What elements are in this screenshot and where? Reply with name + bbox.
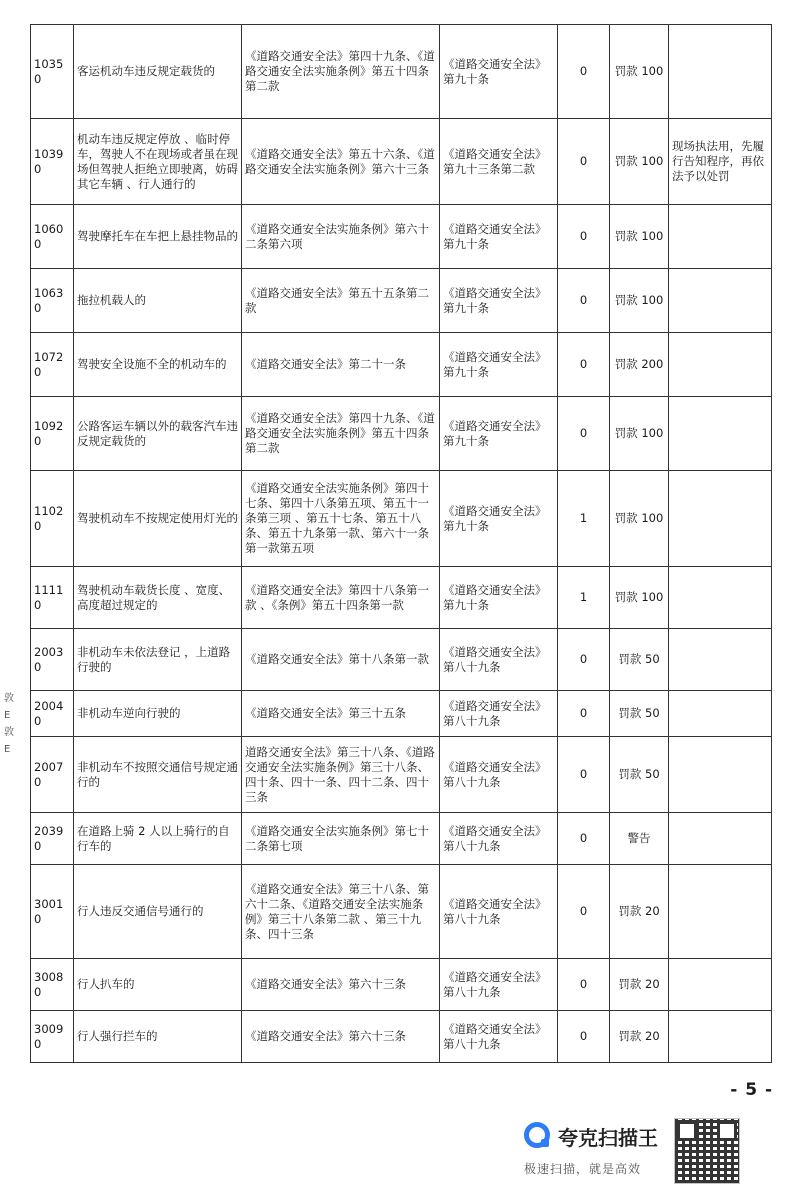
violation-behavior-cell: 非机动车不按照交通信号规定通行的 [74, 737, 242, 813]
penalty-amount-cell: 罚款 100 [610, 471, 669, 567]
legal-basis-cell: 《道路交通安全法》第六十三条 [242, 959, 440, 1011]
violation-code-cell: 20030 [31, 629, 74, 691]
remarks-cell [669, 567, 772, 629]
demerit-points-cell: 0 [558, 397, 610, 471]
table-row [31, 865, 772, 959]
demerit-points-cell: 0 [558, 119, 610, 205]
remarks-cell [669, 269, 772, 333]
penalty-basis-cell: 《道路交通安全法》第九十条 [440, 567, 558, 629]
edge-mark: 敦 [4, 727, 14, 738]
table-row [31, 119, 772, 205]
remarks-cell [669, 629, 772, 691]
demerit-points-cell: 0 [558, 737, 610, 813]
penalty-basis-cell: 《道路交通安全法》第九十条 [440, 471, 558, 567]
violation-behavior-cell: 机动车违反规定停放 、临时停车，驾驶人不在现场或者虽在现场但驾驶人拒绝立即驶离，妨碍其它车辆 、行人通行的 [74, 119, 242, 205]
edge-mark: E [4, 710, 11, 721]
penalty-basis-cell: 《道路交通安全法》第九十条 [440, 397, 558, 471]
violation-code-cell: 10630 [31, 269, 74, 333]
legal-basis-cell: 《道路交通安全法实施条例》第四十七条、第四十八条第五项、第五十一条第三项 、第五十七条、第五十八条、第五十九条第一款、第六十一条第一款第五项 [242, 471, 440, 567]
penalty-basis-cell: 《道路交通安全法》第九十条 [440, 269, 558, 333]
penalty-basis-cell: 《道路交通安全法》第八十九条 [440, 737, 558, 813]
legal-basis-cell: 《道路交通安全法》第二十一条 [242, 333, 440, 397]
violation-code-cell: 11020 [31, 471, 74, 567]
violation-code-cell: 20390 [31, 813, 74, 865]
penalty-amount-cell: 罚款 50 [610, 737, 669, 813]
table-row [31, 959, 772, 1011]
penalty-amount-cell: 警告 [610, 813, 669, 865]
violation-code-cell: 10390 [31, 119, 74, 205]
violation-behavior-cell: 驾驶机动车载货长度 、宽度、高度超过规定的 [74, 567, 242, 629]
legal-basis-cell: 《道路交通安全法》第三十八条、第六十二条、《道路交通安全法实施条例》第三十八条第二款 、第三十九条、四十三条 [242, 865, 440, 959]
table-row [31, 471, 772, 567]
violation-behavior-cell: 驾驶安全设施不全的机动车的 [74, 333, 242, 397]
violation-behavior-cell: 非机动车未依法登记 ，上道路行驶的 [74, 629, 242, 691]
penalty-amount-cell: 罚款 100 [610, 205, 669, 269]
scanner-watermark [520, 1118, 765, 1184]
remarks-cell [669, 1011, 772, 1063]
remarks-cell [669, 813, 772, 865]
violation-behavior-cell: 非机动车逆向行驶的 [74, 691, 242, 737]
violation-behavior-cell: 行人强行拦车的 [74, 1011, 242, 1063]
penalty-amount-cell: 罚款 50 [610, 629, 669, 691]
remarks-cell [669, 691, 772, 737]
remarks-cell [669, 397, 772, 471]
violation-behavior-cell: 行人扒车的 [74, 959, 242, 1011]
violation-behavior-cell: 驾驶摩托车在车把上悬挂物品的 [74, 205, 242, 269]
violation-code-cell: 11110 [31, 567, 74, 629]
penalty-amount-cell: 罚款 20 [610, 959, 669, 1011]
remarks-cell [669, 471, 772, 567]
edge-mark: E [4, 744, 11, 755]
edge-mark: 敦 [4, 693, 14, 704]
penalty-basis-cell: 《道路交通安全法》第九十三条第二款 [440, 119, 558, 205]
violation-code-cell: 20070 [31, 737, 74, 813]
demerit-points-cell: 0 [558, 205, 610, 269]
penalty-amount-cell: 罚款 20 [610, 1011, 669, 1063]
watermark-slogan: 极速扫描，就是高效 [524, 1162, 642, 1176]
penalty-basis-cell: 《道路交通安全法》第八十九条 [440, 629, 558, 691]
remarks-cell [669, 865, 772, 959]
penalty-basis-cell: 《道路交通安全法》第八十九条 [440, 865, 558, 959]
traffic-violation-table [30, 24, 772, 1063]
legal-basis-cell: 《道路交通安全法》第四十九条、《道路交通安全法实施条例》第五十四条第二款 [242, 25, 440, 119]
table-row [31, 1011, 772, 1063]
quark-logo-icon [524, 1122, 550, 1148]
remarks-cell [669, 25, 772, 119]
table-row [31, 567, 772, 629]
penalty-basis-cell: 《道路交通安全法》第八十九条 [440, 1011, 558, 1063]
table-row [31, 25, 772, 119]
demerit-points-cell: 1 [558, 471, 610, 567]
violation-code-cell: 10600 [31, 205, 74, 269]
remarks-cell [669, 737, 772, 813]
legal-basis-cell: 《道路交通安全法》第四十九条、《道路交通安全法实施条例》第五十四条第二款 [242, 397, 440, 471]
violation-behavior-cell: 行人违反交通信号通行的 [74, 865, 242, 959]
violation-code-cell: 30080 [31, 959, 74, 1011]
legal-basis-cell: 《道路交通安全法》第五十六条、《道路交通安全法实施条例》第六十三条 [242, 119, 440, 205]
demerit-points-cell: 0 [558, 269, 610, 333]
table-row [31, 205, 772, 269]
demerit-points-cell: 0 [558, 629, 610, 691]
penalty-amount-cell: 罚款 20 [610, 865, 669, 959]
legal-basis-cell: 《道路交通安全法实施条例》第七十二条第七项 [242, 813, 440, 865]
penalty-basis-cell: 《道路交通安全法》第八十九条 [440, 959, 558, 1011]
binding-edge-marks [4, 690, 28, 758]
penalty-amount-cell: 罚款 100 [610, 567, 669, 629]
table-row [31, 737, 772, 813]
remarks-cell [669, 333, 772, 397]
legal-basis-cell: 《道路交通安全法》第四十八条第一款 、《条例》第五十四条第一款 [242, 567, 440, 629]
violation-behavior-cell: 拖拉机载人的 [74, 269, 242, 333]
legal-basis-cell: 《道路交通安全法》第五十五条第二款 [242, 269, 440, 333]
legal-basis-cell: 《道路交通安全法》第三十五条 [242, 691, 440, 737]
violation-behavior-cell: 在道路上骑 2 人以上骑行的自行车的 [74, 813, 242, 865]
penalty-amount-cell: 罚款 200 [610, 333, 669, 397]
demerit-points-cell: 0 [558, 865, 610, 959]
penalty-basis-cell: 《道路交通安全法》第九十条 [440, 25, 558, 119]
violation-code-cell: 10920 [31, 397, 74, 471]
legal-basis-cell: 道路交通安全法》第三十八条、《道路交通安全法实施条例》第三十八条、四十条、四十一条、四十二条、四十三条 [242, 737, 440, 813]
table-row [31, 813, 772, 865]
demerit-points-cell: 0 [558, 25, 610, 119]
penalty-basis-cell: 《道路交通安全法》第九十条 [440, 205, 558, 269]
penalty-amount-cell: 罚款 100 [610, 397, 669, 471]
demerit-points-cell: 0 [558, 691, 610, 737]
demerit-points-cell: 0 [558, 813, 610, 865]
violation-code-cell: 30090 [31, 1011, 74, 1063]
penalty-basis-cell: 《道路交通安全法》第八十九条 [440, 691, 558, 737]
table-row [31, 333, 772, 397]
page-number: - 5 - [730, 1080, 773, 1100]
demerit-points-cell: 0 [558, 1011, 610, 1063]
penalty-amount-cell: 罚款 50 [610, 691, 669, 737]
qr-code-icon [674, 1118, 740, 1184]
penalty-amount-cell: 罚款 100 [610, 25, 669, 119]
table-body [31, 25, 772, 1063]
table-row [31, 629, 772, 691]
demerit-points-cell: 1 [558, 567, 610, 629]
table-row [31, 397, 772, 471]
penalty-basis-cell: 《道路交通安全法》第九十条 [440, 333, 558, 397]
demerit-points-cell: 0 [558, 333, 610, 397]
violation-code-cell: 20040 [31, 691, 74, 737]
violation-code-cell: 30010 [31, 865, 74, 959]
penalty-amount-cell: 罚款 100 [610, 269, 669, 333]
demerit-points-cell: 0 [558, 959, 610, 1011]
table-row [31, 691, 772, 737]
violation-behavior-cell: 驾驶机动车不按规定使用灯光的 [74, 471, 242, 567]
penalty-amount-cell: 罚款 100 [610, 119, 669, 205]
remarks-cell [669, 205, 772, 269]
violation-code-cell: 10720 [31, 333, 74, 397]
remarks-cell [669, 959, 772, 1011]
legal-basis-cell: 《道路交通安全法实施条例》第六十二条第六项 [242, 205, 440, 269]
table-row [31, 269, 772, 333]
penalty-basis-cell: 《道路交通安全法》第八十九条 [440, 813, 558, 865]
legal-basis-cell: 《道路交通安全法》第十八条第一款 [242, 629, 440, 691]
remarks-cell: 现场执法用，先履行告知程序，再依法予以处罚 [669, 119, 772, 205]
violation-behavior-cell: 客运机动车违反规定载货的 [74, 25, 242, 119]
violation-code-cell: 10350 [31, 25, 74, 119]
legal-basis-cell: 《道路交通安全法》第六十三条 [242, 1011, 440, 1063]
watermark-brand: 夸克扫描王 [558, 1126, 658, 1150]
violation-behavior-cell: 公路客运车辆以外的载客汽车违反规定载货的 [74, 397, 242, 471]
